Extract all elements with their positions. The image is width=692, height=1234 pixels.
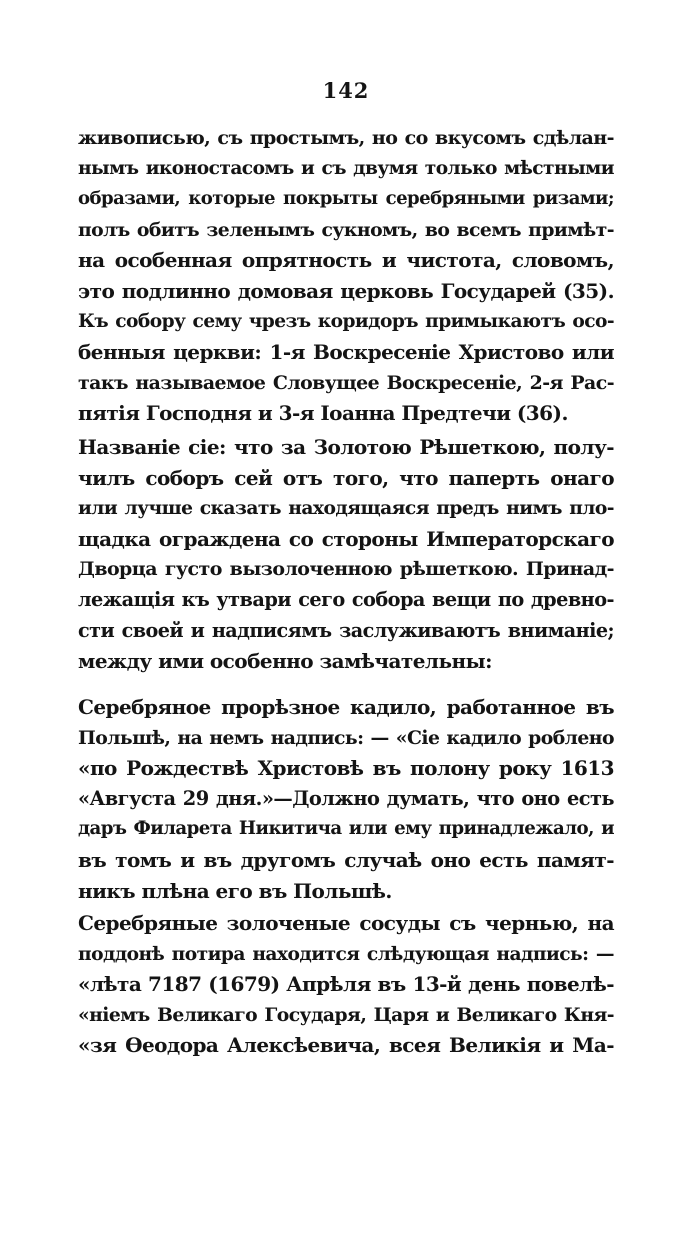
paragraph-name-origin xyxy=(78,432,614,677)
text-line: полъ обитъ зеленымъ сукномъ, во всемъ примѣт- xyxy=(78,218,614,241)
text-line: Серебряные золоченые сосуды съ чернью, на xyxy=(78,911,614,935)
text-line: сти своей и надписямъ заслуживаютъ вниманіе; xyxy=(78,618,614,642)
text-line: лежащія къ утвари сего собора вещи по древно- xyxy=(78,587,614,611)
text-line: «Августа 29 дня.»—Должно думать, что оно есть xyxy=(78,786,614,810)
text-line: чилъ соборъ сей отъ того, что паперть онаго xyxy=(78,465,614,490)
text-line: между ими особенно замѣчательны: xyxy=(78,649,492,674)
text-line: или лучше сказать находящаяся предъ нимъ пло- xyxy=(78,497,614,520)
text-line: «лѣта 7187 (1679) Апрѣля въ 13-й день повелѣ- xyxy=(78,972,614,997)
text-line: въ томъ и въ другомъ случаѣ оно есть памят- xyxy=(78,847,614,872)
text-line: Къ собору сему чрезъ коридоръ примыкаютъ осо- xyxy=(78,310,614,332)
text-line: поддонѣ потира находится слѣдующая надпись: — xyxy=(78,942,614,965)
paragraph-church-description xyxy=(78,123,614,429)
text-line: «по Рождествѣ Христовѣ въ полону року 1613 xyxy=(78,756,614,781)
text-line: такъ называемое Словущее Воскресеніе, 2-я Рас- xyxy=(78,371,614,394)
text-line: «зя Ѳеодора Алексѣевича, всея Великія и Ма- xyxy=(78,1033,614,1058)
text-line: Польшѣ, на немъ надпись: — «Сіе кадило роблено xyxy=(78,726,614,749)
text-line: это подлинно домовая церковь Государей (35). xyxy=(78,278,614,303)
page-number: 142 xyxy=(322,78,370,103)
text-line: на особенная опрятность и чистота, словомъ, xyxy=(78,248,614,273)
text-line: никъ плѣна его въ Польшѣ. xyxy=(78,878,392,903)
text-line: даръ Филарета Никитича или ему принадлежало, и xyxy=(78,818,614,840)
paragraph-censer xyxy=(78,692,614,906)
paragraph-vessels xyxy=(78,908,614,1061)
text-line: нымъ иконостасомъ и съ двумя только мѣстными xyxy=(78,157,614,179)
text-line: живописью, съ простымъ, но со вкусомъ сдѣлан- xyxy=(78,127,614,149)
text-line: Названіе сіе: что за Золотою Рѣшеткою, полу- xyxy=(78,435,614,459)
text-line: пятія Господня и 3-я Іоанна Предтечи (36). xyxy=(78,401,568,426)
text-line: Дворца густо вызолоченною рѣшеткою. Принад- xyxy=(78,558,614,581)
text-line: бенныя церкви: 1-я Воскресеніе Христово или xyxy=(78,340,614,365)
text-line: «ніемъ Великаго Государя, Царя и Великаго Кня- xyxy=(78,1003,614,1026)
text-line: образами, которые покрыты серебряными ризами; xyxy=(78,188,614,210)
text-line: щадка ограждена со стороны Императорскаго xyxy=(78,526,614,551)
text-line: Серебряное прорѣзное кадило, работанное въ xyxy=(78,695,614,719)
